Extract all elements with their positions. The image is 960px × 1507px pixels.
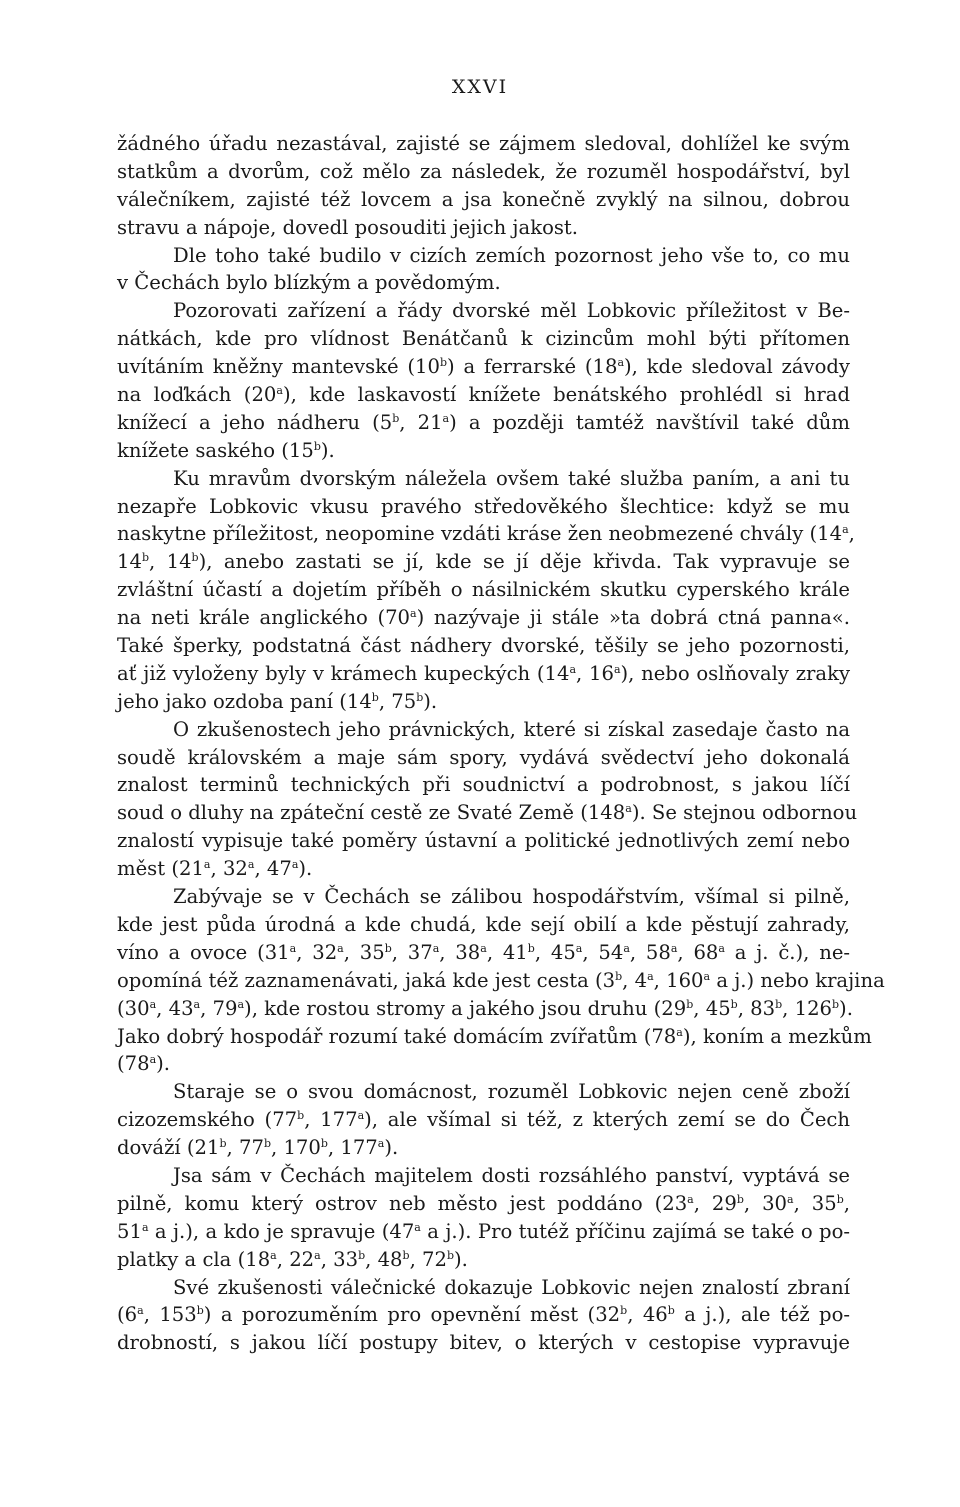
text-line: cizozemského (77$^b$, 177$^a$), ale všímal si též, z kterých zemí se do Čech xyxy=(117,1108,851,1132)
text-line: víno a ovoce (31$^a$, 32$^a$, 35$^b$, 37$^a$, 38$^a$, 41$^b$, 45$^a$, 54$^a$, 58$^a$, 68$^a$ a j. č.), ne- xyxy=(117,940,851,964)
text-line: kde jest půda úrodná a kde chudá, kde sejí obilí a kde pěstují zahrady, xyxy=(117,912,850,936)
text-line: znalost terminů technických při soudnictví a podrobnost, s jakou líčí xyxy=(117,773,850,797)
text-line: nezapře Lobkovic vkusu pravého středověkého šlechtice: když se mu xyxy=(117,494,850,518)
text-line: stravu a nápoje, dovedl posouditi jejich jakost. xyxy=(117,215,579,239)
text-line: O zkušenostech jeho právnických, které si získal zasedaje často na xyxy=(173,717,850,741)
page-number: XXVI xyxy=(451,76,509,98)
text-line: zvláštní účastí a dojetím příběh o násilnickém skutku cyperského krále xyxy=(117,578,850,602)
text-line: knížecí a jeho nádheru (5$^b$, 21$^a$) a později tamtéž navštívil také dům xyxy=(117,410,851,434)
text-line: naskytne příležitost, neopomine vzdáti kráse žen neobmezené chvály (14$^a$, xyxy=(117,522,855,546)
text-line: (78$^a$). xyxy=(117,1052,171,1076)
text-line: měst (21$^a$, 32$^a$, 47$^a$). xyxy=(117,857,313,881)
text-line: 51$^a$ a j.), a kdo je spravuje (47$^a$ a j.). Pro tutéž příčinu zajímá se také o po- xyxy=(117,1219,850,1243)
text-line: válečníkem, zajisté též lovcem a jsa konečně zvyklý na silnou, dobrou xyxy=(117,187,850,211)
text-line: jeho jako ozdoba paní (14$^b$, 75$^b$). xyxy=(117,689,438,713)
text-line: (6$^a$, 153$^b$) a porozuměním pro opevnění měst (32$^b$, 46$^b$ a j.), ale též po- xyxy=(117,1303,851,1327)
text-line: platky a cla (18$^a$, 22$^a$, 33$^b$, 48$^b$, 72$^b$). xyxy=(117,1247,468,1271)
text-line: na neti krále anglického (70$^a$) nazývaje ji stále »ta dobrá ctná panna«. xyxy=(117,606,850,630)
text-line: Jsa sám v Čechách majitelem dosti rozsáhlého panství, vyptává se xyxy=(173,1163,850,1187)
text-line: znalostí vypisuje také poměry ústavní a politické jednotlivých zemí nebo xyxy=(117,829,850,853)
text-line: Zabývaje se v Čechách se zálibou hospodářstvím, všímal si pilně, xyxy=(173,885,850,909)
text-line: (30$^a$, 43$^a$, 79$^a$), kde rostou stromy a jakého jsou druhu (29$^b$, 45$^b$, 83$^b$, 126$^b$). xyxy=(117,996,853,1020)
text-line: uvítáním kněžny mantevské (10$^b$) a ferrarské (18$^a$), kde sledoval závody xyxy=(117,355,851,379)
text-line: Pozorovati zařízení a řády dvorské měl Lobkovic příležitost v Be- xyxy=(173,299,850,323)
text-line: Ku mravům dvorským náležela ovšem také služba paním, a ani tu xyxy=(173,466,850,490)
text-line: soud o dluhy na zpáteční cestě ze Svaté Země (148$^a$). Se stejnou odbornou xyxy=(117,801,858,825)
text-line: žádného úřadu nezastával, zajisté se zájmem sledoval, dohlížel ke svým xyxy=(117,132,850,155)
text-line: v Čechách bylo blízkým a povědomým. xyxy=(117,271,501,295)
text-line: opomíná též zaznamenávati, jaká kde jest cesta (3$^b$, 4$^a$, 160$^a$ a j.) nebo krajina xyxy=(117,968,885,992)
text-line: nátkách, kde pro vlídnost Benátčanů k cizincům mohl býti přítomen xyxy=(117,327,850,351)
text-line: 14$^b$, 14$^b$), anebo zastati se jí, kde se jí děje křivda. Tak vypravuje se xyxy=(117,550,851,574)
text-line: Své zkušenosti válečnické dokazuje Lobkovic nejen znalostí zbraní xyxy=(173,1275,850,1299)
text-line: Dle toho také budilo v cizích zemích pozornost jeho vše to, co mu xyxy=(173,243,850,267)
text-line: Jako dobrý hospodář rozumí také domácím zvířatům (78$^a$), koním a mezkům xyxy=(117,1024,872,1048)
text-line: statkům a dvorům, což mělo za následek, že rozuměl hospodářství, byl xyxy=(117,159,850,183)
text-line: ať již vyloženy byly v krámech kupeckých (14$^a$, 16$^a$), nebo oslňovaly zraky xyxy=(117,661,851,685)
text-line: Také šperky, podstatná část nádhery dvorské, těšily se jeho pozornosti, xyxy=(117,634,850,658)
text-line: drobností, s jakou líčí postupy bitev, o kterých v cestopise vypravuje xyxy=(117,1331,850,1355)
text-line: dováží (21$^b$, 77$^b$, 170$^b$, 177$^a$). xyxy=(117,1136,399,1160)
text-line: Staraje se o svou domácnost, rozuměl Lobkovic nejen ceně zboží xyxy=(173,1080,850,1104)
body-text xyxy=(117,130,885,1357)
text-line: soudě královském a maje sám spory, vydává svědectví jeho dokonalá xyxy=(117,745,850,769)
text-line: pilně, komu který ostrov neb město jest poddáno (23$^a$, 29$^b$, 30$^a$, 35$^b$, xyxy=(117,1191,850,1215)
text-line: na loďkách (20$^a$), kde laskavostí knížete benátského prohlédl si hrad xyxy=(117,383,851,407)
text-line: knížete saského (15$^b$). xyxy=(117,438,335,462)
